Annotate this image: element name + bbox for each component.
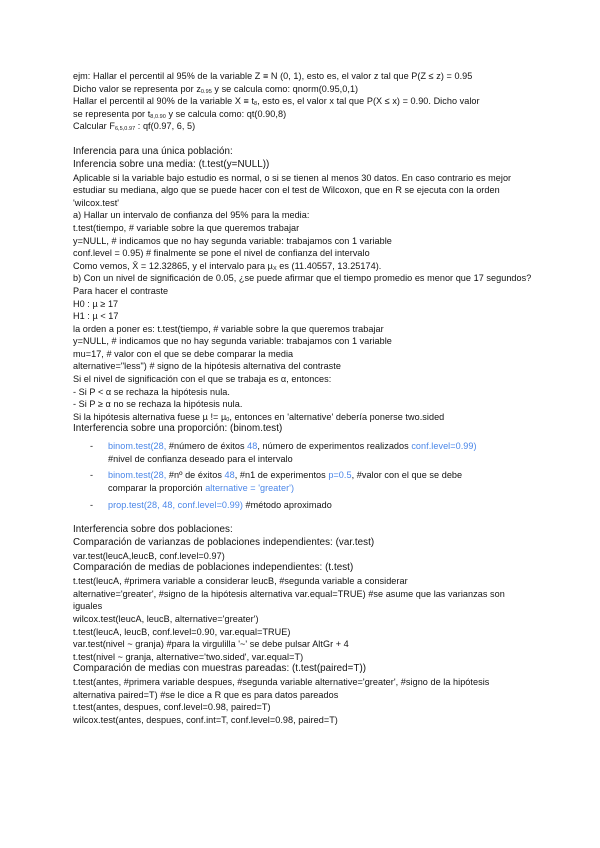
code-line: la orden a poner es: t.test(tiempo, # variable sobre la que queremos trabajar xyxy=(73,323,384,334)
qnorm-line: Dicho valor se representa por $z_{0.95}$ y se calcula como: qnorm(0.95,0,1) xyxy=(73,83,359,95)
two-sided-line: Si la hipótesis alternativa fuese µ != µ$_0$, entonces en 'alternative' debería ponerse two.sided xyxy=(73,411,445,423)
code-line: wilcox.test(antes, despues, conf.int=T, conf.level=0.98, paired=T) xyxy=(73,714,338,725)
code-line: mu=17, # valor con el que se debe comparar la media xyxy=(73,348,294,359)
rule-line: - Si P < α se rechaza la hipótesis nula. xyxy=(73,386,230,397)
list-item xyxy=(73,440,533,465)
code-line: t.test(antes, despues, conf.level=0.98, paired=T) xyxy=(73,702,271,713)
prop-test-line: prop.test(28, 48, conf.level=0.99) #método aproximado xyxy=(108,499,332,510)
list-dash: - xyxy=(90,499,94,510)
section-heading-one-population: Inferencia para una única población: xyxy=(73,145,233,157)
paragraph-applicability: Aplicable si la variable bajo estudio es normal, o si se tienen al menos 30 datos. En caso contrario es mejor estudiar su mediana, algo que se puede hacer con el test de Wilcoxon, que en R se ejecuta con la orden 'wilcox.test' xyxy=(73,172,512,208)
binom-test-line: binom.test(28, #nº de éxitos 48, #n1 de experimentos p=0.5, #valor con el que se debe xyxy=(108,470,463,481)
list-dash: - xyxy=(90,441,94,452)
code-line: t.test(leucA, #primera variable a considerar leucB, #segunda variable a considerar xyxy=(73,576,408,587)
subheading-proportion: Interferencia sobre una proporción: (binom.test) xyxy=(73,423,283,435)
code-line: t.test(leucA, leucB, conf.level=0.90, var.equal=TRUE) xyxy=(73,626,291,637)
t-percentile-line: Hallar el percentil al 90% de la variable $X \equiv t_8$, esto es, el valor x tal que P(X ≤ x) = 0.90. Dicho valor xyxy=(73,96,480,108)
subheading-variances: Comparación de varianzas de poblaciones independientes: (var.test) xyxy=(73,537,375,548)
subheading-independent-means: Comparación de medias de poblaciones independientes: (t.test) xyxy=(73,562,354,574)
significance-line: Si el nivel de significación con el que se trabaja es α, entonces: xyxy=(73,374,332,385)
binom-test-continuation: comparar la proporción alternative = 'greater') xyxy=(108,483,295,494)
code-line: conf.level = 0.95) # finalmente se pone el nivel de confianza del intervalo xyxy=(73,248,370,259)
document-page xyxy=(73,70,533,727)
subheading-paired-means: Comparación de medias con muestras pareadas: (t.test(paired=T)) xyxy=(73,663,367,675)
null-hypothesis: H0 : µ ≥ 17 xyxy=(73,298,119,309)
binom-test-line: binom.test(28, #número de éxitos 48, número de experimentos realizados conf.level=0.99) xyxy=(108,441,477,452)
code-line: alternative="less") # signo de la hipótesis alternativa del contraste xyxy=(73,361,341,372)
result-line: Como vemos, X̄ = 12.32865, y el intervalo para µ$_X$ es (11.40557, 13.25174). xyxy=(73,260,382,272)
part-b-paragraph: b) Con un nivel de significación de 0.05, ¿se puede afirmar que el tiempo promedio es menor que 17 segundos? Para hacer el contraste xyxy=(73,273,532,296)
code-line: t.test(antes, #primera variable despues, #segunda variable alternative='greater', #signo de la hipótesis alternativa paired=T) #se le dice a R que es para datos pareados xyxy=(73,677,490,700)
qf-line: Calcular $F_{6,5,0.97}$ : qf(0.97, 6, 5) xyxy=(73,121,196,133)
code-line: alternative='greater', #signo de la hipótesis alternativa var.equal=TRUE) #se asume que las varianzas son iguales xyxy=(73,588,505,612)
code-line: y=NULL, # indicamos que no hay segunda variable: trabajamos con 1 variable xyxy=(73,235,392,246)
code-line: var.test(nivel ~ granja) #para la virgulilla '~' se debe pulsar AltGr + 4 xyxy=(73,639,349,650)
section-heading-two-populations: Interferencia sobre dos poblaciones: xyxy=(73,524,233,536)
percentile-example-line: ejm: Hallar el percentil al 95% de la variable Z ≡ N (0, 1), esto es, el valor z tal que P(Z ≤ z) = 0.95 xyxy=(73,71,473,81)
code-line: wilcox.test(leucA, leucB, alternative='greater') xyxy=(73,613,259,624)
list-dash: - xyxy=(90,470,94,481)
rule-line: - Si P ≥ α no se rechaza la hipótesis nula. xyxy=(73,399,243,410)
code-line: t.test(tiempo, # variable sobre la que queremos trabajar xyxy=(73,222,300,233)
code-line: var.test(leucA,leucB, conf.level=0.97) xyxy=(73,550,225,561)
alt-hypothesis: H1 : µ < 17 xyxy=(73,311,119,322)
binom-test-continuation: #nivel de confianza deseado para el intervalo xyxy=(108,453,293,464)
part-a-line: a) Hallar un intervalo de confianza del 95% para la media: xyxy=(73,210,310,221)
code-line: t.test(nivel ~ granja, alternative='two.sided', var.equal=T) xyxy=(73,651,304,662)
subheading-mean: Inferencia sobre una media: (t.test(y=NULL)) xyxy=(73,158,270,170)
qt-line: se representa por $t_{8,0.90}$ y se calcula como: qt(0.90,8) xyxy=(73,108,287,120)
code-line: y=NULL, # indicamos que no hay segunda variable: trabajamos con 1 variable xyxy=(73,336,392,347)
list-item xyxy=(73,499,533,512)
list-item xyxy=(73,469,533,494)
